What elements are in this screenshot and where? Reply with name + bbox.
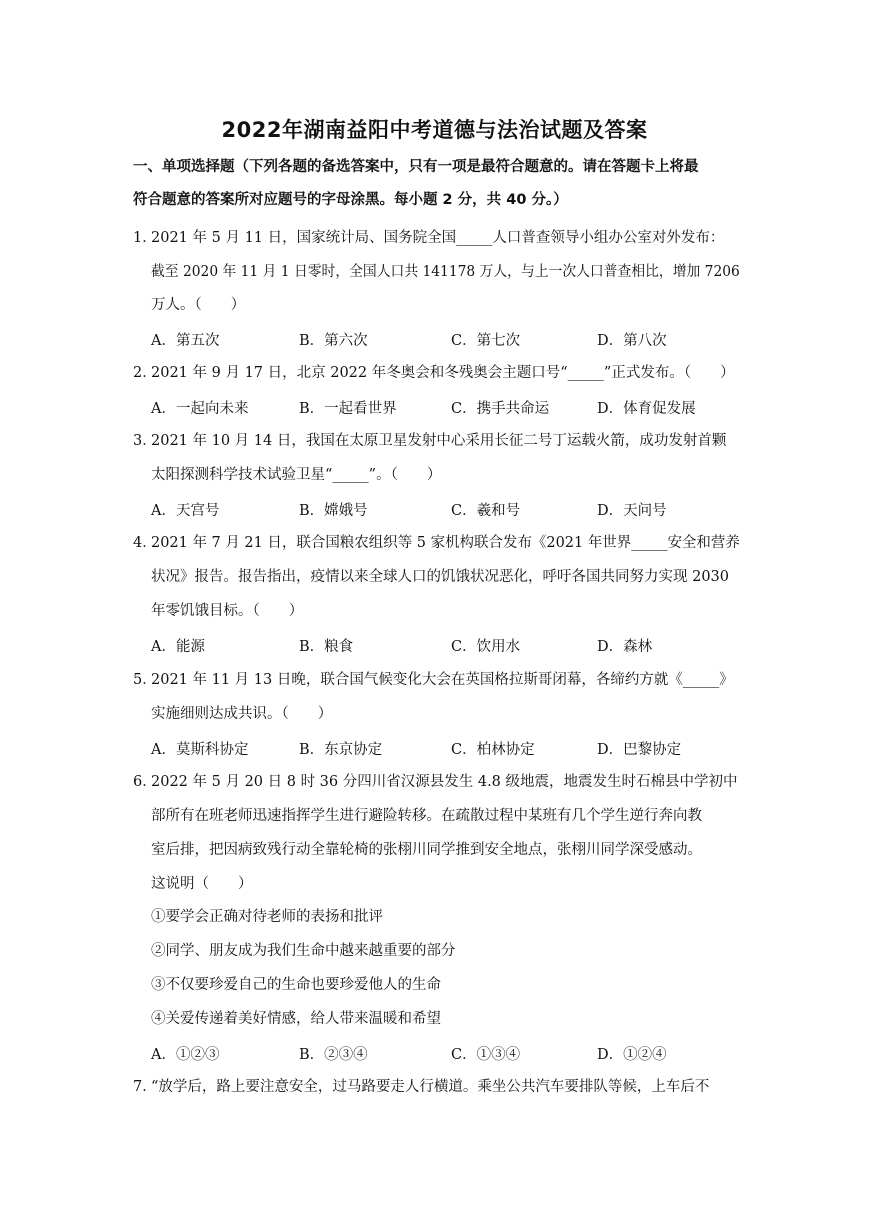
option-b: B．一起看世界 xyxy=(299,401,397,417)
question-number: 4． xyxy=(133,535,157,551)
question-text-line: 室后排，把因病致残行动全靠轮椅的张栩川同学推到安全地点，张栩川同学深受感动。 xyxy=(151,842,702,858)
question-number: 7． xyxy=(133,1079,157,1095)
option-b: B．第六次 xyxy=(299,333,368,349)
question-text-line: 2021 年 10 月 14 日，我国在太原卫星发射中心采用长征二号丁运载火箭，成功发射首颗 xyxy=(151,433,727,449)
question-text-line: 2021 年 7 月 21 日，联合国粮农组织等 5 家机构联合发布《2021 年世界_____安全和营养 xyxy=(151,535,740,551)
option-a: A．①②③ xyxy=(151,1047,220,1063)
question-text-line: 状况》报告。报告指出，疫情以来全球人口的饥饿状况恶化，呼吁各国共同努力实现 2030 xyxy=(151,569,730,585)
page-title: 2022年湖南益阳中考道德与法治试题及答案 xyxy=(221,118,648,142)
question-number: 1． xyxy=(133,230,157,246)
option-c: C．携手共命运 xyxy=(451,401,550,417)
option-d: D．森林 xyxy=(597,639,653,655)
question-text-line: 年零饥饿目标。（ ） xyxy=(151,603,304,619)
question-text-line: 太阳探测科学技术试验卫星“_____”。（ ） xyxy=(151,467,442,483)
statement-3: ③不仅要珍爱自己的生命也要珍爱他人的生命 xyxy=(151,977,441,993)
option-c: C．第七次 xyxy=(451,333,521,349)
statement-2: ②同学、朋友成为我们生命中越来越重要的部分 xyxy=(151,943,456,959)
question-text-line: 2022 年 5 月 20 日 8 时 36 分四川省汉源县发生 4.8 级地震，地震发生时石棉县中学初中 xyxy=(151,774,738,790)
option-c: C．羲和号 xyxy=(451,503,521,519)
statement-1: ①要学会正确对待老师的表扬和批评 xyxy=(151,909,383,925)
option-c: C．柏林协定 xyxy=(451,742,535,758)
option-a: A．一起向未来 xyxy=(151,401,249,417)
option-d: D．①②④ xyxy=(597,1047,667,1063)
question-text-line: 截至 2020 年 11 月 1 日零时，全国人口共 141178 万人，与上一次人口普查相比，增加 7206 xyxy=(151,264,740,280)
option-a: A．第五次 xyxy=(151,333,220,349)
question-text-line: 2021 年 9 月 17 日，北京 2022 年冬奥会和冬残奥会主题口号“_____”正式发布。（ ） xyxy=(151,365,735,381)
option-a: A．天宫号 xyxy=(151,503,220,519)
option-c: C．①③④ xyxy=(451,1047,521,1063)
option-d: D．巴黎协定 xyxy=(597,742,682,758)
option-a: A．能源 xyxy=(151,639,205,655)
question-text-line: 2021 年 11 月 13 日晚，联合国气候变化大会在英国格拉斯哥闭幕，各缔约方就《_____》 xyxy=(151,672,734,688)
section-heading-line-1: 一、单项选择题（下列各题的备选答案中，只有一项是最符合题意的。请在答题卡上将最 xyxy=(133,159,699,175)
question-text-line: 2021 年 5 月 11 日，国家统计局、国务院全国_____人口普查领导小组办公室对外发布： xyxy=(151,230,725,246)
question-number: 3． xyxy=(133,433,157,449)
question-text-line: 这说明（ ） xyxy=(151,876,253,892)
question-number: 5． xyxy=(133,672,157,688)
question-text-line: 部所有在班老师迅速指挥学生进行避险转移。在疏散过程中某班有几个学生逆行奔向教 xyxy=(151,808,702,824)
option-d: D．天问号 xyxy=(597,503,667,519)
option-b: B．②③④ xyxy=(299,1047,368,1063)
question-number: 6． xyxy=(133,774,157,790)
statement-4: ④关爱传递着美好情感，给人带来温暖和希望 xyxy=(151,1011,441,1027)
question-number: 2． xyxy=(133,365,157,381)
option-b: B．东京协定 xyxy=(299,742,383,758)
option-c: C．饮用水 xyxy=(451,639,521,655)
option-d: D．体育促发展 xyxy=(597,401,696,417)
question-text-line: “放学后，路上要注意安全，过马路要走人行横道。乘坐公共汽车要排队等候，上车后不 xyxy=(151,1079,710,1095)
option-d: D．第八次 xyxy=(597,333,667,349)
section-heading-line-2: 符合题意的答案所对应题号的字母涂黑。每小题 2 分，共 40 分。） xyxy=(133,192,568,208)
question-text-line: 万人。（ ） xyxy=(151,297,246,313)
question-text-line: 实施细则达成共识。（ ） xyxy=(151,706,333,722)
option-b: B．粮食 xyxy=(299,639,354,655)
option-b: B．嫦娥号 xyxy=(299,503,368,519)
option-a: A．莫斯科协定 xyxy=(151,742,249,758)
